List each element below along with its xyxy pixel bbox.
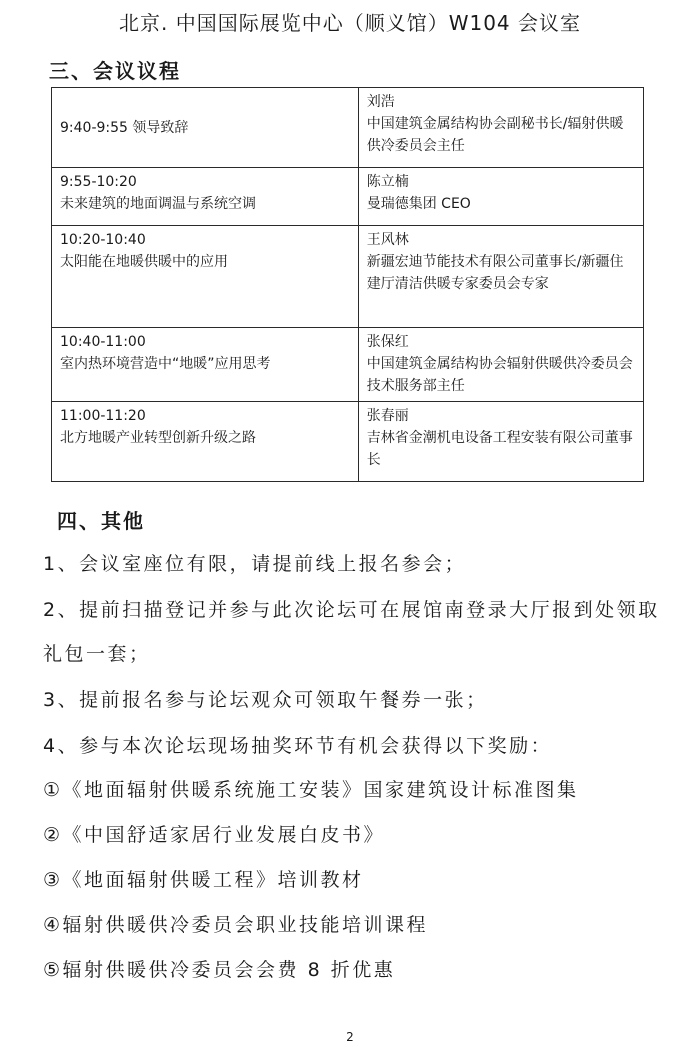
- speaker-title: 新疆宏迪节能技术有限公司董事长/新疆住建厅清洁供暖专家委员会专家: [366, 254, 624, 292]
- other-item: 1、会议室座位有限，请提前线上报名参会；: [43, 553, 467, 575]
- other-item: 2、提前扫描登记并参与此次论坛可在展馆南登录大厅报到处领取礼包一套；: [43, 599, 660, 665]
- other-item: ⑤辐射供暖供冷委员会会费 8 折优惠: [43, 959, 396, 981]
- speaker-name: 张春丽: [366, 408, 409, 424]
- speaker-cell: [358, 226, 643, 328]
- session-cell: [52, 226, 359, 328]
- speaker-title: 中国建筑金属结构协会辐射供暖供冷委员会技术服务部主任: [366, 356, 633, 394]
- session-cell: [52, 402, 359, 482]
- session-time: 9:55-10:20: [60, 174, 137, 190]
- speaker-name: 王风林: [366, 232, 409, 248]
- speaker-cell: [358, 168, 643, 226]
- session-topic: 未来建筑的地面调温与系统空调: [60, 196, 256, 212]
- speaker-cell: [358, 88, 643, 168]
- session-time: 10:20-10:40: [60, 232, 146, 248]
- session-cell: [52, 88, 359, 168]
- speaker-title: 吉林省金潮机电设备工程安装有限公司董事长: [366, 430, 633, 468]
- session-topic: 领导致辞: [132, 119, 189, 136]
- session-topic: 太阳能在地暖供暖中的应用: [60, 254, 228, 270]
- venue-line: 北京. 中国国际展览中心（顺义馆）W104 会议室: [118, 11, 582, 35]
- other-item: ①《地面辐射供暖系统施工安装》国家建筑设计标准图集: [43, 779, 579, 801]
- agenda-row: [52, 402, 644, 482]
- speaker-title: 中国建筑金属结构协会副秘书长/辐射供暖供冷委员会主任: [366, 116, 624, 154]
- other-item: ④辐射供暖供冷委员会职业技能培训课程: [43, 914, 429, 936]
- agenda-heading: 三、会议议程: [49, 59, 181, 83]
- page-number: 2: [346, 1030, 354, 1044]
- agenda-row: [52, 328, 644, 402]
- agenda-row: [52, 168, 644, 226]
- session-cell: [52, 328, 359, 402]
- agenda-row: [52, 226, 644, 328]
- session-time: 10:40-11:00: [60, 334, 146, 350]
- speaker-name: 刘浩: [366, 94, 395, 110]
- speaker-name: 张保红: [366, 334, 409, 350]
- session-cell: [52, 168, 359, 226]
- other-item: ③《地面辐射供暖工程》培训教材: [43, 869, 364, 891]
- session-time: 9:40-9:55: [60, 119, 128, 136]
- speaker-cell: [358, 328, 643, 402]
- other-item: 4、参与本次论坛现场抽奖环节有机会获得以下奖励：: [43, 735, 553, 757]
- other-heading: 四、其他: [57, 509, 145, 533]
- agenda-row: [52, 88, 644, 168]
- session-time: 11:00-11:20: [60, 408, 146, 424]
- speaker-name: 陈立楠: [366, 174, 409, 190]
- other-item: ②《中国舒适家居行业发展白皮书》: [43, 824, 386, 846]
- agenda-table: [51, 87, 644, 482]
- session-topic: 室内热环境营造中“地暖”应用思考: [60, 356, 271, 372]
- speaker-title: 曼瑞德集团 CEO: [366, 196, 471, 212]
- speaker-cell: [358, 402, 643, 482]
- session-topic: 北方地暖产业转型创新升级之路: [60, 430, 256, 446]
- other-item: 3、提前报名参与论坛观众可领取午餐券一张；: [43, 689, 488, 711]
